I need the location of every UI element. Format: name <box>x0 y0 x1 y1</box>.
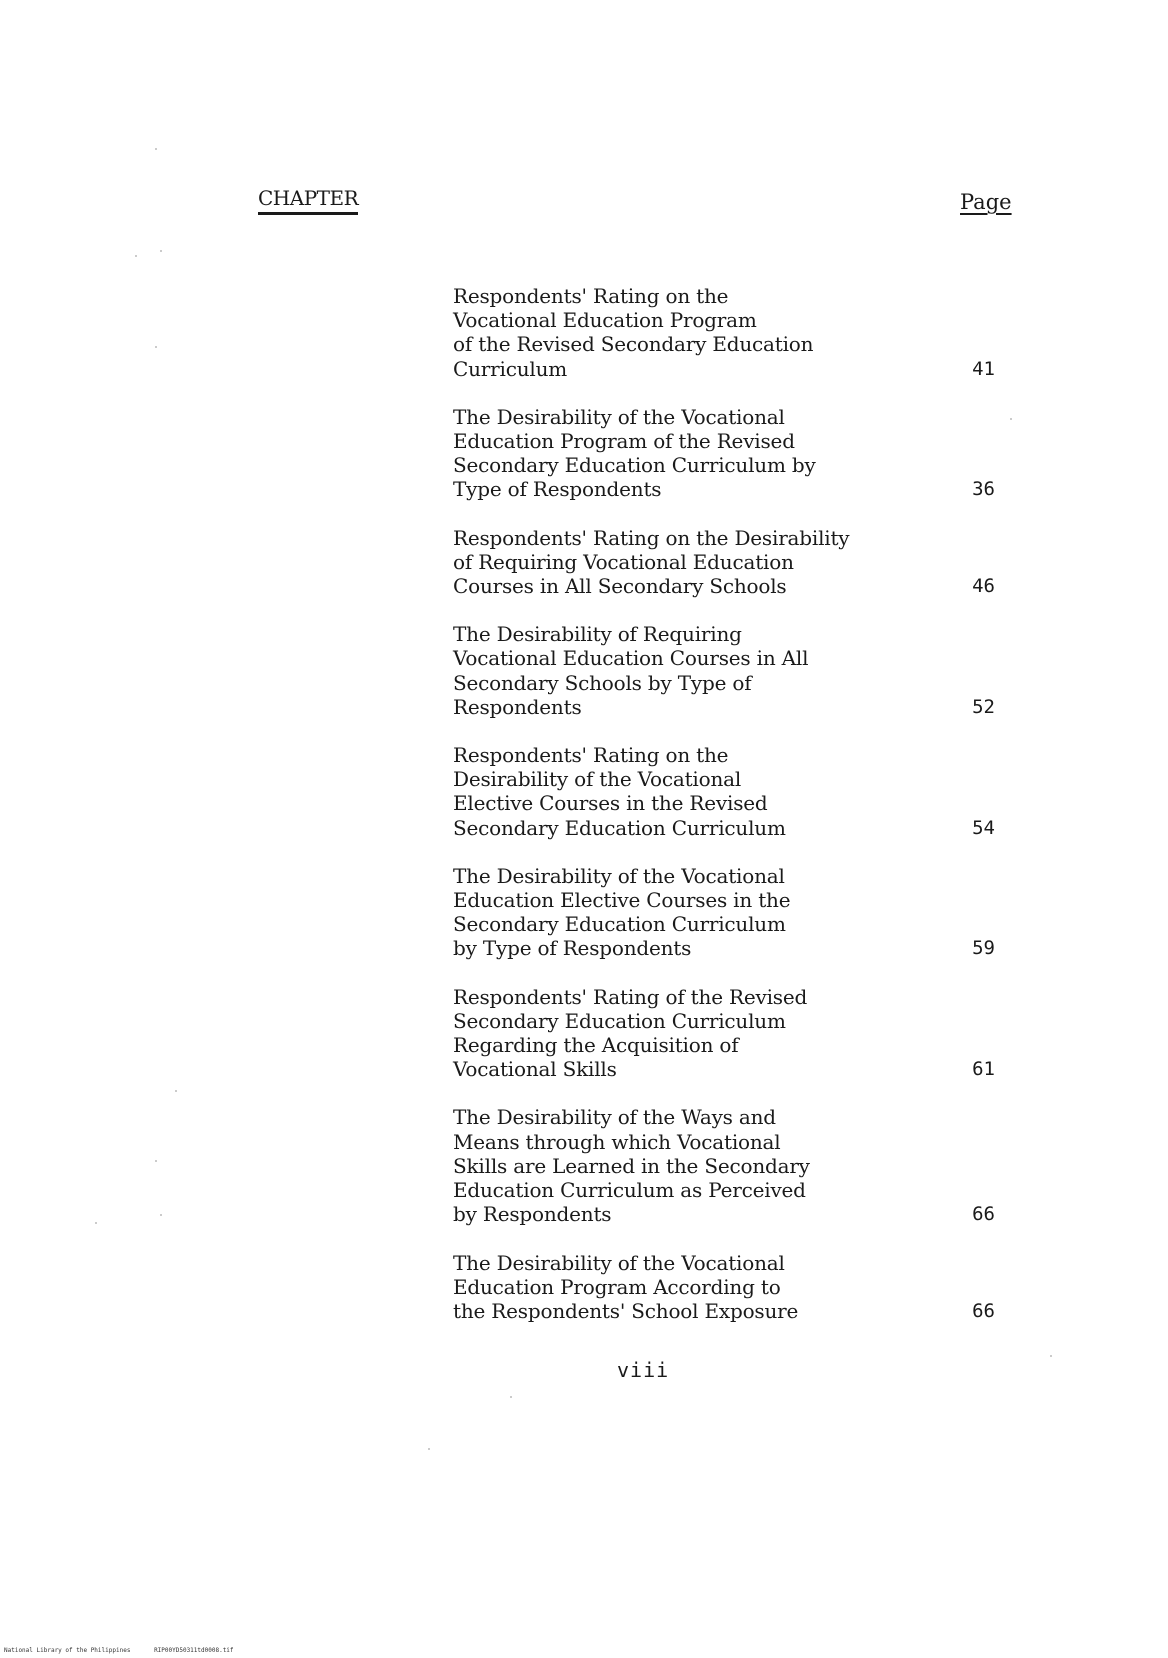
toc-entry-title: Respondents' Rating of the Revised Secondary Education Curriculum Regarding the Acquisition of Vocational Skills <box>453 984 808 1082</box>
toc-entry-title: The Desirability of Requiring Vocational Education Courses in All Secondary Schools by Type of Respondents <box>453 622 809 719</box>
toc-entry-page: 36 <box>972 478 995 501</box>
toc-entry <box>453 622 1003 719</box>
toc-entry-page: 52 <box>972 695 995 718</box>
toc-entry-title: Respondents' Rating on the Vocational Education Program of the Revised Secondary Education Curriculum <box>453 284 814 381</box>
toc-entry-page: 66 <box>972 1299 995 1322</box>
toc-entry <box>453 1105 1003 1226</box>
scan-footer <box>4 1647 254 1654</box>
toc-entry-page: 66 <box>972 1203 995 1226</box>
scan-speck <box>95 1222 97 1224</box>
scan-speck <box>135 255 137 257</box>
scan-speck <box>510 1396 512 1398</box>
toc-entry <box>453 743 1003 840</box>
toc-entry-page: 61 <box>972 1058 995 1081</box>
scan-speck <box>155 1160 157 1162</box>
toc-entry <box>453 864 1003 961</box>
toc-entry-title: The Desirability of the Vocational Education Elective Courses in the Secondary Education Curriculum by Type of Respondents <box>453 863 791 961</box>
toc-entry-title: The Desirability of the Ways and Means through which Vocational Skills are Learned in the Secondary Education Curriculum as Perceived by Respondents <box>453 1105 810 1227</box>
footer-file: RIP00YD50311td0008.tif <box>154 1647 234 1654</box>
page-number: viii <box>617 1358 670 1382</box>
scan-speck <box>160 250 162 252</box>
toc-entry-page: 46 <box>972 575 995 598</box>
page-heading: Page <box>960 190 1012 214</box>
toc-entry-title: The Desirability of the Vocational Education Program According to the Respondents' School Exposure <box>453 1250 799 1323</box>
toc-entry-title: The Desirability of the Vocational Education Program of the Revised Secondary Education Curriculum by Type of Respondents <box>453 404 816 502</box>
scan-speck <box>155 148 157 150</box>
scan-speck <box>160 1214 162 1216</box>
scan-speck <box>1010 418 1012 420</box>
footer-library: National Library of the Philippines <box>4 1647 131 1654</box>
scan-speck <box>155 346 157 348</box>
toc-entry <box>453 284 1003 381</box>
toc-entry-page: 41 <box>972 357 995 380</box>
toc-entry-title: Respondents' Rating on the Desirability of Requiring Vocational Education Courses in All Secondary Schools <box>453 525 850 599</box>
toc-entry <box>453 526 1003 599</box>
toc-entry <box>453 985 1003 1082</box>
toc-entry-title: Respondents' Rating on the Desirability of the Vocational Elective Courses in the Revised Secondary Education Curriculum <box>453 743 786 840</box>
scan-speck <box>1050 1355 1052 1357</box>
chapter-heading: CHAPTER <box>258 186 358 215</box>
toc-entry-page: 54 <box>972 816 995 839</box>
toc-entry <box>453 1251 1003 1324</box>
table-of-contents <box>453 284 1003 1347</box>
toc-entry <box>453 405 1003 502</box>
toc-entry-page: 59 <box>972 937 995 960</box>
scan-speck <box>175 1090 177 1092</box>
scan-speck <box>428 1448 430 1450</box>
